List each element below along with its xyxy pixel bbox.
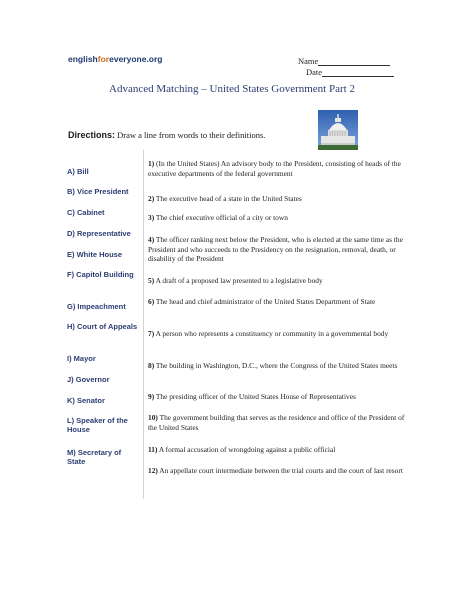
term-j: J) Governor [67, 375, 110, 384]
date-line [322, 67, 394, 77]
term-c: C) Cabinet [67, 208, 105, 217]
directions-text: Draw a line from words to their definitions. [115, 130, 266, 140]
term-e: E) White House [67, 250, 123, 259]
logo-part-2: for [97, 54, 110, 64]
term-d: D) Representative [67, 229, 131, 238]
name-label: Name [298, 56, 319, 66]
definition-8: 8) The building in Washington, D.C., where the Congress of the United States meets [148, 361, 398, 370]
page-title: Advanced Matching – United States Government Part 2 [109, 83, 355, 95]
term-h: H) Court of Appeals [67, 322, 138, 331]
logo-part-3: everyone.org [109, 54, 163, 64]
term-m: M) Secretary of State [67, 448, 122, 466]
capitol-image [318, 110, 358, 150]
term-f: F) Capitol Building [67, 270, 134, 279]
term-l: L) Speaker of the House [67, 416, 128, 434]
term-i: I) Mayor [67, 354, 96, 363]
term-k: K) Senator [67, 396, 105, 405]
definition-6: 6) The head and chief administrator of the United States Department of State [148, 297, 376, 306]
definition-9: 9) The presiding officer of the United States House of Representatives [148, 392, 356, 401]
term-a: A) Bill [67, 167, 89, 176]
logo-part-1: english [68, 54, 98, 64]
site-logo[interactable] [68, 54, 163, 64]
date-label: Date [306, 67, 323, 77]
definition-10: 10) The government building that serves as the residence and office of the President of the United States [148, 413, 405, 432]
definition-2: 2) The executive head of a state in the United States [148, 194, 302, 203]
definition-11: 11) A formal accusation of wrongdoing against a public official [148, 445, 336, 454]
date-field [306, 67, 394, 77]
definition-1: 1) (In the United States) An advisory body to the President, consisting of heads of the executive departments of the federal government [148, 159, 401, 178]
directions-label: Directions: [68, 130, 116, 140]
definition-7: 7) A person who represents a constituency or community in a governmental body [148, 329, 389, 338]
name-line [318, 56, 390, 66]
definition-12: 12) An appellate court intermediate between the trial courts and the court of last resort [148, 466, 403, 475]
name-field [298, 56, 390, 66]
definition-3: 3) The chief executive official of a city or town [148, 213, 288, 222]
definition-5: 5) A draft of a proposed law presented to a legislative body [148, 276, 323, 285]
definition-4: 4) The officer ranking next below the President, who is elected at the same time as the President and who succeeds to the Presidency on the resignation, removal, death, or disability of the President [148, 235, 403, 263]
term-b: B) Vice President [67, 187, 129, 196]
directions [68, 130, 265, 140]
term-g: G) Impeachment [67, 302, 126, 311]
